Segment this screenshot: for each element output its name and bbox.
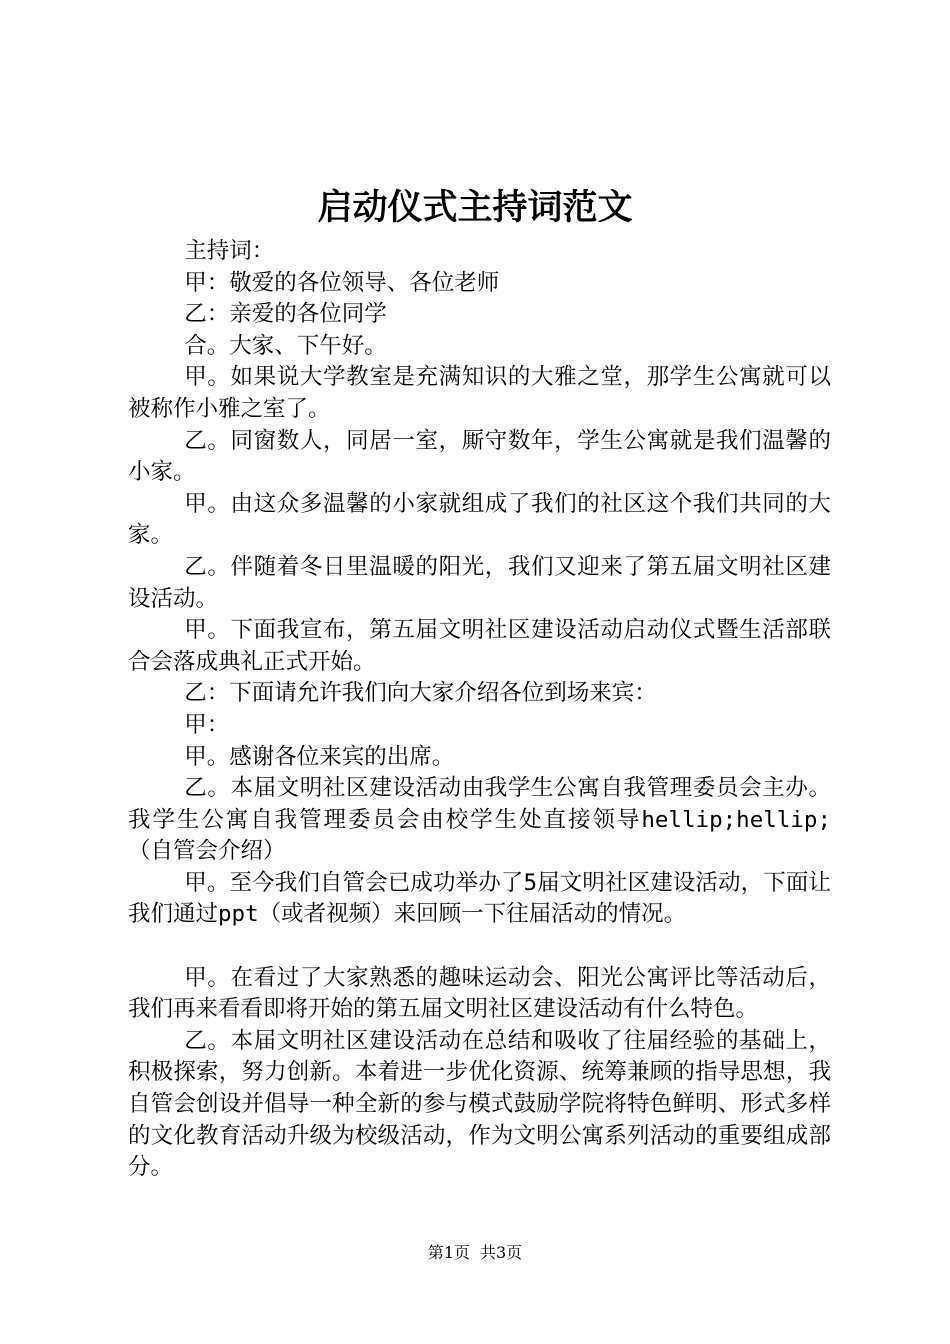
paragraph-jia-community: 甲。由这众多温馨的小家就组成了我们的社区这个我们共同的大家。 [128,490,831,549]
paragraph-jia-features: 甲。在看过了大家熟悉的趣味运动会、阳光公寓评比等活动后，我们再来看看即将开始的第五届文明社区建设活动有什么特色。 [128,964,831,1023]
paragraph-host-words: 主持词： [184,238,275,264]
page-total: 共3页 [480,1243,523,1262]
page-footer [0,1242,950,1264]
document-body [128,236,831,1184]
paragraph-jia-review: 甲。至今我们自管会已成功举办了5届文明社区建设活动，下面让我们通过ppt（或者视频）来回顾一下往届活动的情况。 [128,869,831,928]
paragraph-jia-blank: 甲： [184,711,230,738]
paragraph-jia-classroom: 甲。如果说大学教室是充满知识的大雅之堂，那学生公寓就可以被称作小雅之室了。 [128,364,831,422]
paragraph-yi-organizer: 乙。本届文明社区建设活动由我学生公寓自我管理委员会主办。我学生公寓自我管理委员会由校学生处直接领导hellip;hellip;（自管会介绍） [128,775,831,865]
document-title: 启动仪式主持词范文 [317,187,633,228]
paragraph-together-greeting: 合。大家、下午好。 [184,332,387,359]
paragraph-jia-announcement: 甲。下面我宣布，第五届文明社区建设活动启动仪式暨生活部联合会落成典礼正式开始。 [128,617,831,675]
paragraph-yi-innovation: 乙。本届文明社区建设活动在总结和吸收了往届经验的基础上，积极探索，努力创新。本着进一步优化资源、统筹兼顾的指导思想，我自管会创设并倡导一种全新的参与模式鼓励学院将特色鲜明、形式多样的文化教育活动升级为校级活动，作为文明公寓系列活动的重要组成部分。 [128,1027,831,1181]
paragraph-yi-small-home: 乙。同窗数人，同居一室，厮守数年，学生公寓就是我们温馨的小家。 [128,427,831,486]
paragraph-yi-greeting-students: 乙：亲爱的各位同学 [184,301,387,328]
paragraph-yi-fifth-event: 乙。伴随着冬日里温暖的阳光，我们又迎来了第五届文明社区建设活动。 [128,553,831,612]
paragraph-jia-greeting-leaders: 甲：敬爱的各位领导、各位老师 [184,269,500,296]
page-number: 第1页 [427,1243,470,1262]
paragraph-jia-thanks: 甲。感谢各位来宾的出席。 [184,743,455,770]
paragraph-yi-introduce-guests: 乙：下面请允许我们向大家介绍各位到场来宾： [184,680,657,707]
